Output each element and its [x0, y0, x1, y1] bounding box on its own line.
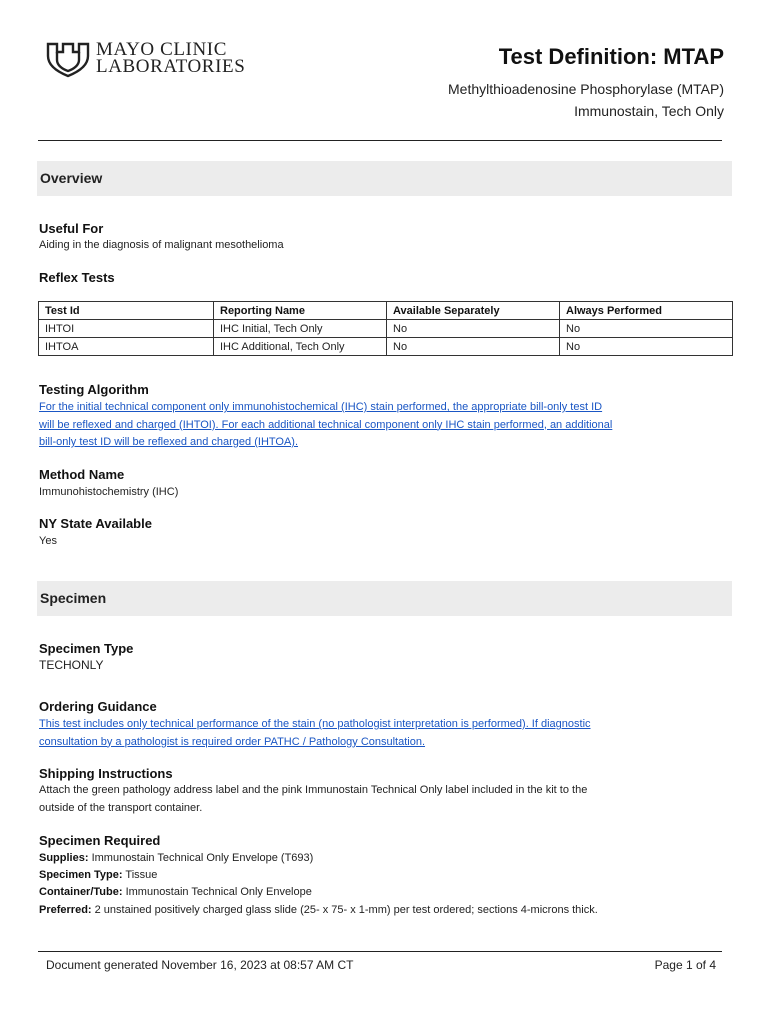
table-cell: No	[560, 338, 733, 356]
ordering-guidance-link[interactable]: This test includes only technical performance of the stain (no pathologist interpretation is performed). If diagnostic consultation by a pathologist is required order PATHC / Pathology Consultation.	[39, 718, 591, 748]
specimen-type-line: Specimen Type: Tissue	[39, 869, 158, 881]
table-cell: IHC Initial, Tech Only	[214, 320, 387, 338]
preferred-line: Preferred: 2 unstained positively charged glass slide (25- x 75- x 1-mm) per test ordered; sections 4-microns thick.	[39, 904, 598, 916]
logo-wordmark: MAYO CLINIC LABORATORIES	[96, 39, 246, 77]
useful-for-text: Aiding in the diagnosis of malignant mesothelioma	[39, 239, 284, 251]
footer-divider	[38, 951, 722, 952]
overview-section-header: Overview	[37, 161, 732, 196]
page-subtitle: Methylthioadenosine Phosphorylase (MTAP) Immunostain, Tech Only	[448, 81, 724, 119]
method-name-heading: Method Name	[39, 467, 125, 482]
column-header: Reporting Name	[214, 302, 387, 320]
reflex-tests-table	[38, 301, 733, 356]
ordering-guidance-heading: Ordering Guidance	[39, 699, 157, 714]
table-cell: No	[387, 320, 560, 338]
ny-state-heading: NY State Available	[39, 516, 152, 531]
useful-for-heading: Useful For	[39, 221, 104, 236]
container-tube-line: Container/Tube: Immunostain Technical Only Envelope	[39, 886, 312, 898]
column-header: Test Id	[39, 302, 214, 320]
page-title: Test Definition: MTAP	[498, 44, 724, 69]
mayo-shield-icon	[44, 40, 92, 78]
header-divider	[38, 140, 722, 141]
table-cell: No	[560, 320, 733, 338]
supplies-line: Supplies: Immunostain Technical Only Envelope (T693)	[39, 852, 314, 864]
table-cell: IHTOI	[39, 320, 214, 338]
page-number: Page 1 of 4	[654, 958, 716, 972]
table-cell: IHC Additional, Tech Only	[214, 338, 387, 356]
table-header-row	[39, 302, 733, 320]
reflex-tests-heading: Reflex Tests	[39, 270, 115, 285]
column-header: Available Separately	[387, 302, 560, 320]
testing-algorithm-link[interactable]: For the initial technical component only immunohistochemical (IHC) stain performed, the appropriate bill-only test ID will be reflexed and charged (IHTOI). For each additional technical component only IHC stain performed, an additional bill-only test ID will be reflexed and charged (IHTOA).	[39, 401, 613, 448]
column-header: Always Performed	[560, 302, 733, 320]
method-name-text: Immunohistochemistry (IHC)	[39, 486, 179, 498]
specimen-section-header: Specimen	[37, 581, 732, 616]
ny-state-text: Yes	[39, 535, 57, 547]
specimen-type-heading: Specimen Type	[39, 641, 134, 656]
table-cell: No	[387, 338, 560, 356]
table-row	[39, 338, 733, 356]
specimen-type-text: TECHONLY	[39, 658, 104, 672]
shipping-instructions-heading: Shipping Instructions	[39, 766, 173, 781]
mayo-clinic-logo	[44, 40, 274, 80]
table-cell: IHTOA	[39, 338, 214, 356]
specimen-required-heading: Specimen Required	[39, 833, 161, 848]
document-generated-text: Document generated November 16, 2023 at 08:57 AM CT	[46, 958, 354, 972]
shipping-instructions-text: Attach the green pathology address label and the pink Immunostain Technical Only label included in the kit to the outside of the transport container.	[39, 784, 588, 814]
table-row	[39, 320, 733, 338]
testing-algorithm-heading: Testing Algorithm	[39, 382, 149, 397]
